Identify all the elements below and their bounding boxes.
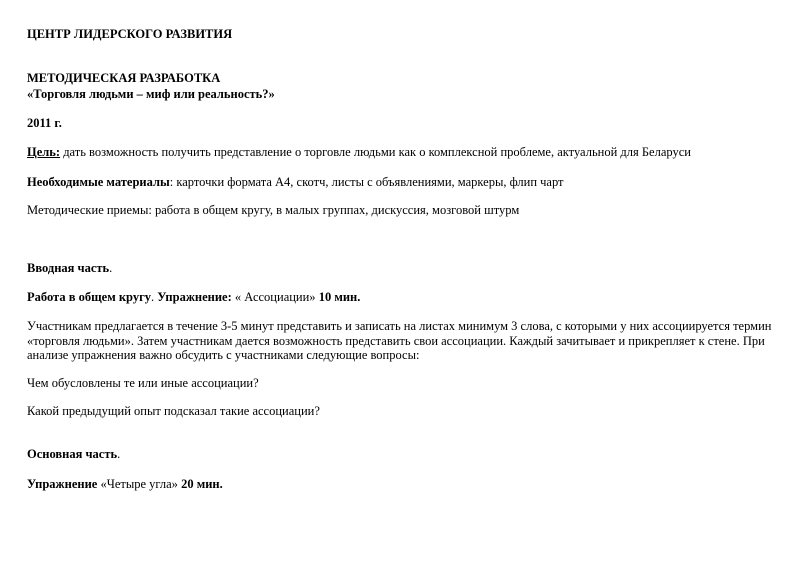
materials-paragraph [27, 175, 564, 190]
doc-type: МЕТОДИЧЕСКАЯ РАЗРАБОТКА [27, 71, 221, 85]
goal-text: дать возможность получить представление о торговле людьми как о комплексной проблеме, актуальной для Беларуси [60, 145, 691, 159]
materials-label: Необходимые материалы [27, 175, 170, 189]
goal-paragraph [27, 145, 691, 160]
materials-text: : карточки формата А4, скотч, листы с объявлениями, маркеры, флип чарт [169, 175, 564, 189]
doc-year: 2011 г. [27, 116, 62, 130]
intro-heading: Вводная часть. [27, 261, 113, 275]
doc-title: «Торговля людьми – миф или реальность?» [27, 87, 275, 101]
main-exercise-line: Упражнение «Четыре угла» 20 мин. [27, 477, 223, 491]
org-name: ЦЕНТР ЛИДЕРСКОГО РАЗВИТИЯ [27, 27, 233, 41]
main-heading: Основная часть. [27, 447, 121, 461]
goal-label: Цель: [27, 145, 61, 159]
intro-question-1: Чем обусловлены те или иные ассоциации? [27, 376, 259, 390]
intro-exercise-line: Работа в общем кругу. Упражнение: « Ассоциации» 10 мин. [27, 290, 361, 304]
intro-paragraph: Участникам предлагается в течение 3-5 минут представить и записать на листах минимум 3 слова, с которыми у них ассоциируется термин «торговля людьми». Затем участникам дается возможность представить свои ассоциации. Каждый зачитывает и прикрепляет к стене. При анализе упражнения важно обсудить с участниками следующие вопросы: [27, 319, 772, 362]
intro-question-2: Какой предыдущий опыт подсказал такие ассоциации? [27, 404, 320, 418]
methods-paragraph: Методические приемы: работа в общем кругу, в малых группах, дискуссия, мозговой штурм [27, 203, 520, 217]
